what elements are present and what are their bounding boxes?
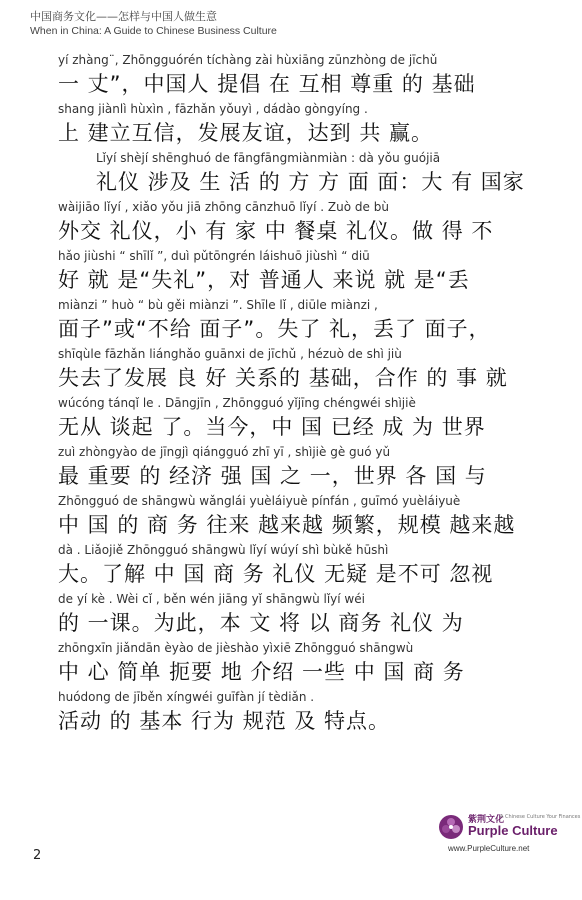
pinyin-line: zuì zhòngyào de jīngjì qiángguó zhī yī , shìjiè gè guó yǔ — [58, 445, 391, 459]
text-line-pair — [58, 393, 558, 442]
running-header — [30, 10, 560, 38]
text-line-pair — [58, 50, 558, 99]
hanzi-line: 礼仪 涉及 生 活 的 方 方 面 面：大 有 国家 — [96, 170, 525, 194]
text-line-pair — [58, 540, 558, 589]
text-line-pair — [58, 589, 558, 638]
hanzi-line: 中 心 简单 扼要 地 介绍 一些 中 国 商 务 — [58, 660, 465, 684]
pinyin-line: huódong de jīběn xíngwéi guīfàn jí tèdiǎn . — [58, 690, 315, 704]
purple-culture-logo — [438, 812, 581, 856]
hanzi-line: 无从 谈起 了。当今，中 国 已经 成 为 世界 — [58, 415, 486, 439]
text-line-pair — [58, 197, 558, 246]
flower-emblem-icon — [438, 814, 464, 840]
pinyin-line: de yí kè . Wèi cǐ , běn wén jiāng yǐ shāngwù lǐyí wéi — [58, 592, 365, 606]
text-line-pair — [58, 491, 558, 540]
pinyin-line: yí zhàng¨, Zhōngguórén tíchàng zài hùxiāng zūnzhòng de jīchǔ — [58, 53, 438, 67]
header-title-english: When in China: A Guide to Chinese Business Culture — [30, 25, 277, 37]
logo-url: www.PurpleCulture.net — [448, 844, 530, 853]
hanzi-line: 面子”或“不给 面子”。失了 礼，丢了 面子， — [58, 317, 491, 341]
pinyin-line: Zhōngguó de shāngwù wǎnglái yuèláiyuè pínfán , guīmó yuèláiyuè — [58, 494, 461, 508]
pinyin-line: wàijiāo lǐyí , xiǎo yǒu jiā zhōng cānzhuō lǐyí . Zuò de bù — [58, 200, 389, 214]
hanzi-line: 外交 礼仪，小 有 家 中 餐桌 礼仪。做 得 不 — [58, 219, 494, 243]
header-title-chinese: 中国商务文化——怎样与中国人做生意 — [30, 10, 217, 23]
hanzi-line: 的 一课。为此，本 文 将 以 商务 礼仪 为 — [58, 611, 464, 635]
logo-brand-chinese: 紫荆文化 — [468, 815, 505, 825]
hanzi-line: 中 国 的 商 务 往来 越来越 频繁，规模 越来越 — [58, 513, 516, 537]
text-line-pair — [58, 246, 558, 295]
text-line-pair — [58, 295, 558, 344]
hanzi-line: 最 重要 的 经济 强 国 之 一，世界 各 国 与 — [58, 464, 487, 488]
text-line-pair — [58, 99, 558, 148]
page-number: 2 — [33, 848, 42, 863]
text-line-pair — [58, 344, 558, 393]
pinyin-line: zhōngxīn jiǎndān èyào de jièshào yìxiē Zhōngguó shāngwù — [58, 641, 414, 655]
hanzi-line: 大。了解 中 国 商 务 礼仪 无疑 是不可 忽视 — [58, 562, 494, 586]
hanzi-line: 失去了发展 良 好 关系的 基础，合作 的 事 就 — [58, 366, 508, 390]
text-body — [58, 50, 558, 736]
pinyin-line: shīqùle fāzhǎn liánghǎo guānxi de jīchǔ , hézuò de shì jiù — [58, 347, 402, 361]
pinyin-line: dà . Liǎojiě Zhōngguó shāngwù lǐyí wúyí shì bùkě hūshì — [58, 543, 389, 557]
hanzi-line: 一 丈”，中国人 提倡 在 互相 尊重 的 基础 — [58, 72, 476, 96]
text-line-pair — [58, 638, 558, 687]
pinyin-line: shang jiànlì hùxìn , fāzhǎn yǒuyì , dádào gòngyíng . — [58, 102, 368, 116]
text-line-pair — [58, 148, 558, 197]
logo-tagline: A Chinese Culture Your Finances — [500, 814, 581, 820]
hanzi-line: 活动 的 基本 行为 规范 及 特点。 — [58, 709, 391, 733]
text-line-pair — [58, 687, 558, 736]
text-line-pair — [58, 442, 558, 491]
logo-brand-english: Purple Culture — [468, 823, 558, 838]
pinyin-line: Lǐyí shèjí shēnghuó de fāngfāngmiànmiàn : dà yǒu guójiā — [96, 151, 441, 165]
hanzi-line: 上 建立互信，发展友谊，达到 共 赢。 — [58, 121, 434, 145]
pinyin-line: miànzi ” huò “ bù gěi miànzi ”. Shīle lǐ , diūle miànzi , — [58, 298, 378, 312]
pinyin-line: hǎo jiùshi “ shīlǐ ”, duì pǔtōngrén láishuō jiùshì “ diū — [58, 249, 370, 263]
pinyin-line: wúcóng tánqǐ le . Dāngjīn , Zhōngguó yǐjīng chéngwéi shìjiè — [58, 396, 416, 410]
hanzi-line: 好 就 是“失礼”，对 普通人 来说 就 是“丢 — [58, 268, 470, 292]
